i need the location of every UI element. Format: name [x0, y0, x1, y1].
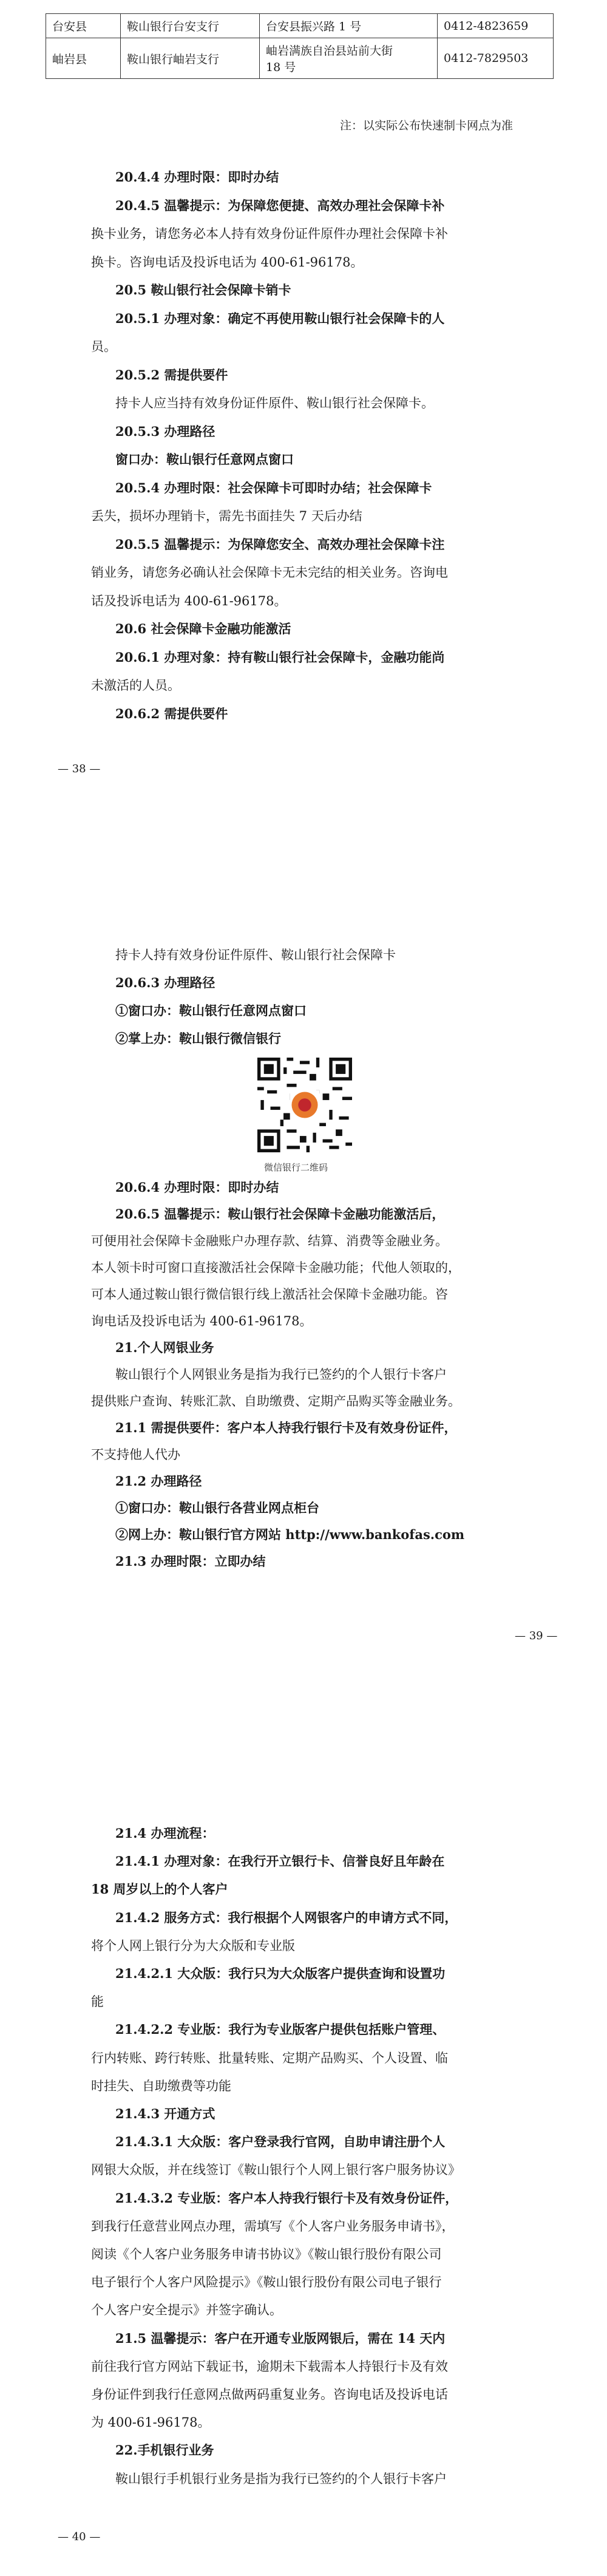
page-number: — 38 — [58, 763, 101, 775]
text-line: 21.4.2.2 专业版：我行为专业版客户提供包括账户管理、 [115, 2022, 446, 2037]
text-line: 21.4.1 办理对象：在我行开立银行卡、信誉良好且年龄在 [115, 1854, 445, 1869]
branch-table [46, 13, 554, 79]
text-line: 20.5.4 办理时限：社会保障卡可即时办结；社会保障卡 [115, 480, 432, 495]
text-line: 网银大众版，并在线签订《鞍山银行个人网上银行客户服务协议》 [91, 2163, 461, 2178]
text-line: 持卡人持有效身份证件原件、鞍山银行社会保障卡 [115, 948, 396, 962]
text-line: 行内转账、跨行转账、批量转账、定期产品购买、个人设置、临 [91, 2050, 448, 2065]
page-39 [0, 858, 607, 1717]
qr-code-image [257, 1058, 352, 1152]
text-line: 本人领卡时可窗口直接激活社会保障卡金融功能；代他人领取的， [91, 1260, 461, 1275]
text-line: 21.5 温馨提示：客户在开通专业版网银后，需在 14 天内 [115, 2330, 446, 2346]
text-line: 换卡业务，请您务必本人持有效身份证件原件办理社会保障卡补 [91, 226, 448, 241]
text-line: 可本人通过鞍山银行微信银行线上激活社会保障卡金融功能。咨 [91, 1287, 448, 1302]
table-note: 注：以实际公布快速制卡网点为准 [340, 119, 514, 132]
text-line: 21.4.3.1 大众版：客户登录我行官网，自助申请注册个人 [115, 2134, 446, 2150]
text-line: 员。 [91, 339, 117, 354]
text-line: ②掌上办：鞍山银行微信银行 [115, 1031, 281, 1046]
text-line: ②网上办：鞍山银行官方网站 http://www.bankofas.com [115, 1527, 465, 1542]
text-line: 销业务，请您务必确认社会保障卡无未完结的相关业务。咨询电 [91, 565, 448, 580]
text-line: 将个人网上银行分为大众版和专业版 [91, 1938, 295, 1953]
text-line: 20.6.2 需提供要件 [115, 705, 228, 721]
text-line: 20.5.1 办理对象：确定不再使用鞍山银行社会保障卡的人 [115, 310, 445, 326]
phone-cell: 0412-7829503 [438, 38, 554, 79]
text-line: 18 周岁以上的个人客户 [91, 1881, 228, 1897]
text-line: ①窗口办：鞍山银行各营业网点柜台 [115, 1500, 319, 1515]
text-line: 21.4.3 开通方式 [115, 2106, 215, 2121]
text-line: 换卡。咨询电话及投诉电话为 400-61-96178。 [91, 254, 364, 270]
text-line: 持卡人应当持有效身份证件原件、鞍山银行社会保障卡。 [115, 396, 434, 410]
text-line: 20.5 鞍山银行社会保障卡销卡 [115, 282, 291, 297]
phone-cell: 0412-4823659 [438, 14, 554, 38]
table-row [46, 38, 554, 79]
address-cell [260, 38, 438, 79]
text-line: 能 [91, 1994, 104, 2010]
text-line: 20.6.1 办理对象：持有鞍山银行社会保障卡，金融功能尚 [115, 649, 445, 665]
text-line: 21.个人网银业务 [115, 1340, 214, 1355]
text-line: 可便用社会保障卡金融账户办理存款、结算、消费等金融业务。 [91, 1234, 448, 1248]
text-line: 身份证件到我行任意网点做两码重复业务。咨询电话及投诉电话 [91, 2387, 448, 2402]
text-line: 20.6 社会保障卡金融功能激活 [115, 621, 291, 636]
text-line: 20.6.3 办理路径 [115, 975, 215, 990]
text-line: 21.4.2.1 大众版：我行只为大众版客户提供查询和设置功 [115, 1966, 446, 1981]
text-line: ①窗口办：鞍山银行任意网点窗口 [115, 1003, 307, 1018]
text-line: 21.2 办理路径 [115, 1473, 202, 1489]
text-line: 20.5.2 需提供要件 [115, 367, 228, 382]
branch-cell: 鞍山银行岫岩支行 [121, 38, 260, 79]
text-line: 窗口办：鞍山银行任意网点窗口 [115, 452, 294, 467]
page-number: — 39 — [515, 1630, 558, 1642]
text-line: 个人客户安全提示》并签字确认。 [91, 2303, 282, 2318]
text-line: 20.4.4 办理时限：即时办结 [115, 169, 279, 185]
text-line: 21.4.3.2 专业版：客户本人持我行银行卡及有效身份证件， [115, 2190, 458, 2206]
text-line: 询电话及投诉电话为 400-61-96178。 [91, 1314, 313, 1328]
text-line: 时挂失、自助缴费等功能 [91, 2078, 231, 2093]
text-line: 20.5.3 办理路径 [115, 423, 215, 439]
address-line: 18 号 [266, 61, 296, 74]
county-cell: 岫岩县 [46, 38, 121, 79]
text-line: 提供账户查询、转账汇款、自助缴费、定期产品购买等金融业务。 [91, 1394, 461, 1409]
address-cell: 台安县振兴路 1 号 [260, 14, 438, 38]
text-line: 鞍山银行个人网银业务是指为我行已签约的个人银行卡客户 [115, 1367, 447, 1382]
text-line: 21.3 办理时限：立即办结 [115, 1554, 266, 1569]
text-line: 鞍山银行手机银行业务是指为我行已签约的个人银行卡客户 [115, 2471, 447, 2486]
text-line: 20.6.4 办理时限：即时办结 [115, 1180, 279, 1195]
table-row [46, 14, 554, 38]
text-line: 前往我行官方网站下载证书，逾期未下载需本人持银行卡及有效 [91, 2359, 448, 2374]
county-cell: 台安县 [46, 14, 121, 38]
page-number: — 40 — [58, 2530, 101, 2543]
text-line: 21.4.2 服务方式：我行根据个人网银客户的申请方式不同， [115, 1909, 458, 1925]
text-line: 20.4.5 温馨提示：为保障您便捷、高效办理社会保障卡补 [115, 197, 445, 213]
text-line: 未激活的人员。 [91, 678, 180, 693]
text-line: 20.5.5 温馨提示：为保障您安全、高效办理社会保障卡注 [115, 536, 445, 552]
text-line: 话及投诉电话为 400-61-96178。 [91, 593, 287, 608]
page-40 [0, 1717, 607, 2576]
text-line: 20.6.5 温馨提示：鞍山银行社会保障卡金融功能激活后， [115, 1206, 445, 1222]
text-line: 为 400-61-96178。 [91, 2415, 211, 2430]
text-line: 22.手机银行业务 [115, 2442, 214, 2458]
page-38 [0, 0, 607, 858]
text-line: 到我行任意营业网点办理，需填写《个人客户业务服务申请书》， [91, 2218, 455, 2234]
text-line: 不支持他人代办 [91, 1447, 180, 1462]
text-line: 21.4 办理流程： [115, 1826, 215, 1841]
address-line: 岫岩满族自治县站前大街 [266, 44, 393, 58]
text-line: 电子银行个人客户风险提示》《鞍山银行股份有限公司电子银行 [91, 2275, 442, 2290]
text-line: 阅读《个人客户业务服务申请书协议》《鞍山银行股份有限公司 [91, 2247, 442, 2262]
text-line: 21.1 需提供要件：客户本人持我行银行卡及有效身份证件， [115, 1420, 457, 1435]
text-line: 丢失，损坏办理销卡，需先书面挂失 7 天后办结 [91, 509, 362, 523]
branch-cell: 鞍山银行台安支行 [121, 14, 260, 38]
qr-caption: 微信银行二维码 [264, 1162, 328, 1173]
